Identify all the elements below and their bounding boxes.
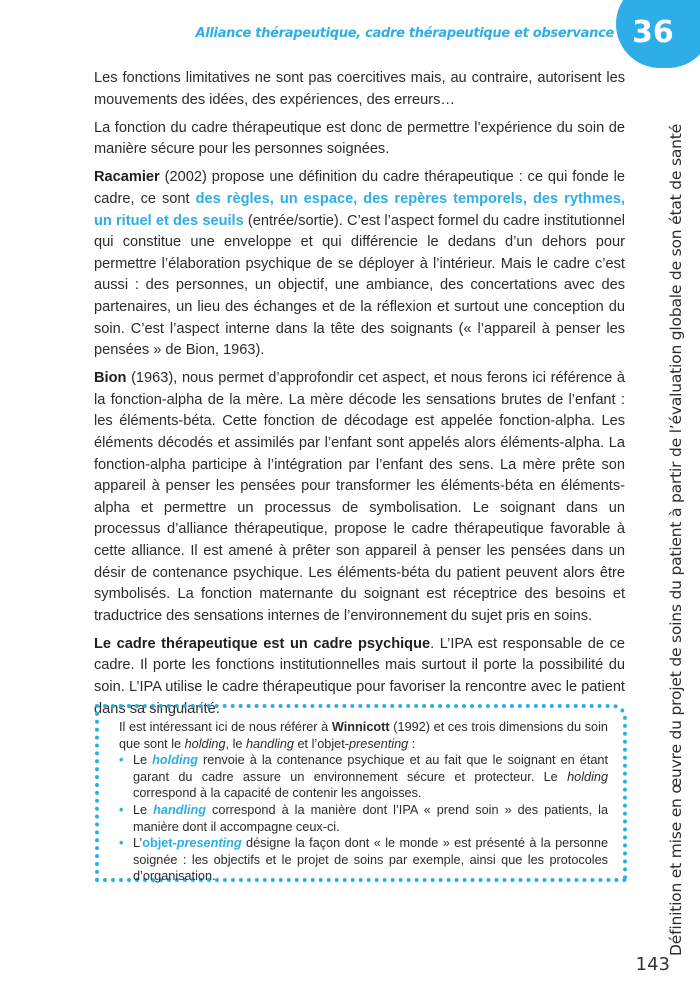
bullet-icon: •	[119, 753, 124, 768]
paragraph-2: La fonction du cadre thérapeutique est donc de permettre l’expérience du soin de manière sécure pour les personnes soignées.	[94, 119, 625, 158]
note-text: Le	[133, 802, 154, 817]
term-handling: handling	[245, 736, 294, 751]
author-name-bion: Bion	[94, 370, 127, 387]
keyword-handling: handling	[153, 802, 207, 817]
side-running-title: Définition et mise en œuvre du projet de soins du patient à partir de l’évaluation globale de son état de santé	[667, 124, 685, 956]
page-number: 143	[635, 954, 670, 975]
note-text: renvoie à la contenance psychique et au fait que le soignant en étant garant du cadre assure un environnement sécure et protecteur. Le	[133, 753, 608, 784]
keyword-presenting: presenting	[176, 836, 242, 851]
paragraph-text: (entrée/sortie). C’est l’aspect formel du cadre institutionnel qui constitue une enveloppe et qui différencie le dedans d’un dehors pour permettre l’élaboration psychique de se déployer à l’intérieur. Mais le cadre c’est aussi : des personnes, un objectif, une ambiance, des concertations avec des partenaires, un lieu des échanges et de la réflexion et surtout une conception du soin. C’est l’aspect interne dans la tête des soignants (« l’appareil à penser les pensées » de Bion, 1963).	[94, 212, 625, 359]
bold-statement: Le cadre thérapeutique est un cadre psychique	[94, 635, 431, 652]
note-text: (1992) et ces trois dimensions du soin que sont le	[119, 720, 608, 751]
paragraph-text: . L’IPA est responsable de ce cadre. Il porte les fonctions institutionnelles mais surtout il porte la possibilité du soin. L’IPA utilise le cadre thérapeutique pour favoriser la rencontre avec le patient dans sa singularité.	[94, 635, 625, 717]
bullet-icon: •	[119, 836, 124, 851]
note-text: :	[408, 736, 416, 751]
keyword-holding: holding	[152, 753, 198, 768]
note-text: correspond à la manière dont l’IPA « prend soin » des patients, la manière dont il accompagne ceux-ci.	[133, 802, 608, 834]
note-text: Il est intéressant ici de nous référer à	[119, 720, 332, 734]
author-name-winnicott: Winnicott	[331, 720, 390, 734]
note-text: et l’objet-	[293, 736, 349, 751]
term-holding: holding	[567, 769, 608, 784]
term-presenting: presenting	[348, 736, 409, 751]
author-name-racamier: Racamier	[94, 169, 160, 186]
paragraph-bion	[94, 368, 625, 627]
term-holding: holding	[184, 736, 226, 751]
note-text: désigne la façon dont « le monde » est présenté à la personne soignée : les objectifs et le projet de soins par exemple, ainsi que les protocoles d’organisation.	[133, 836, 608, 884]
note-list	[119, 752, 608, 885]
paragraph-racamier	[94, 167, 625, 361]
paragraph-text: (1963), nous permet d’approfondir cet aspect, et nous ferons ici référence à la fonction-alpha de la mère. La mère décode les sensations brutes de l’enfant : les éléments-béta. Cette fonction de décodage est appelée fonction-alpha. Les éléments décodés et assimilés par l’enfant sont appelés alors éléments-alpha. La fonction-alpha participe à l’intégration par l’enfant des sens. La mère prête son appareil à penser les pensées pour transformer les éléments-béta en éléments-alpha et permettre un processus de symbolisation. Le soignant dans un processus d’alliance thérapeutique, propose le cadre thérapeutique favorable à cette alliance. Il est amené à prêter son appareil à penser les pensées dans un désir de contenance psychique. Les éléments-béta du patient peuvent alors être symbolisés. La fonction maternante du soignant est réceptrice des besoins et traductrice des sensations internes de l’environnement du sujet pris en soins.	[94, 370, 625, 624]
note-text: correspond à la capacité de contenir les angoisses.	[133, 786, 422, 801]
winnicott-note-box	[95, 704, 627, 882]
list-item-objet-presenting	[119, 835, 608, 885]
note-text: L’	[133, 836, 143, 851]
note-intro	[119, 719, 608, 752]
bullet-icon: •	[119, 802, 124, 817]
paragraph-1: Les fonctions limitatives ne sont pas coercitives mais, au contraire, autorisent les mouvements des idées, des expériences, des erreurs…	[94, 70, 625, 108]
list-item-handling	[119, 802, 608, 835]
main-text	[94, 68, 625, 727]
highlight-cadre-elements: des règles, un espace, des repères temporels, des rythmes, un rituel et des seuils	[94, 190, 625, 229]
header-title: Alliance thérapeutique, cadre thérapeutique et observance	[195, 26, 614, 41]
note-text: , le	[225, 736, 246, 751]
note-text: Le	[133, 753, 153, 768]
paragraph-text: (2002) propose une définition du cadre thérapeutique : ce qui fonde le cadre, ce sont	[94, 169, 625, 207]
chapter-badge: 36	[616, 0, 700, 68]
list-item-holding	[119, 752, 608, 802]
keyword-objet: objet-	[142, 836, 177, 851]
